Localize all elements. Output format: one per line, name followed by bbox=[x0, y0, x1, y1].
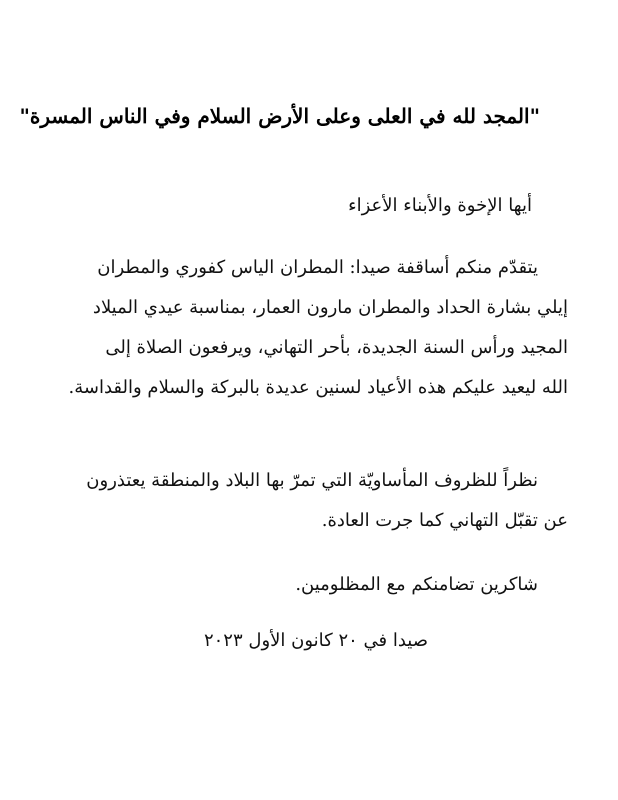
paragraph-line: الله ليعيد عليكم هذه الأعياد لسنين عديدة بالبركة والسلام والقداسة. bbox=[68, 377, 568, 398]
paragraph-line: المجيد ورأس السنة الجديدة، بأحر التهاني، ويرفعون الصلاة إلى bbox=[105, 337, 568, 358]
paragraph-line: إيلي بشارة الحداد والمطران مارون العمار، بمناسبة عيدي الميلاد bbox=[92, 297, 568, 318]
closing-thanks: شاكرين تضامنكم مع المظلومين. bbox=[295, 574, 538, 595]
letter-heading: "المجد لله في العلى وعلى الأرض السلام وفي الناس المسرة" bbox=[19, 104, 540, 128]
paragraph-apology bbox=[38, 461, 568, 541]
paragraph-line: يتقدّم منكم أساقفة صيدا: المطران الياس كفوري والمطران bbox=[97, 257, 538, 278]
paragraph-line: نظراً للظروف المأساويّة التي تمرّ بها البلاد والمنطقة يعتذرون bbox=[86, 470, 538, 491]
greeting: أيها الإخوة والأبناء الأعزاء bbox=[348, 195, 532, 216]
place-date-line: صيدا في ٢٠ كانون الأول ٢٠٢٣ bbox=[203, 630, 428, 651]
paragraph-line: عن تقبّل التهاني كما جرت العادة. bbox=[321, 510, 568, 531]
paragraph-announcement bbox=[38, 248, 568, 408]
